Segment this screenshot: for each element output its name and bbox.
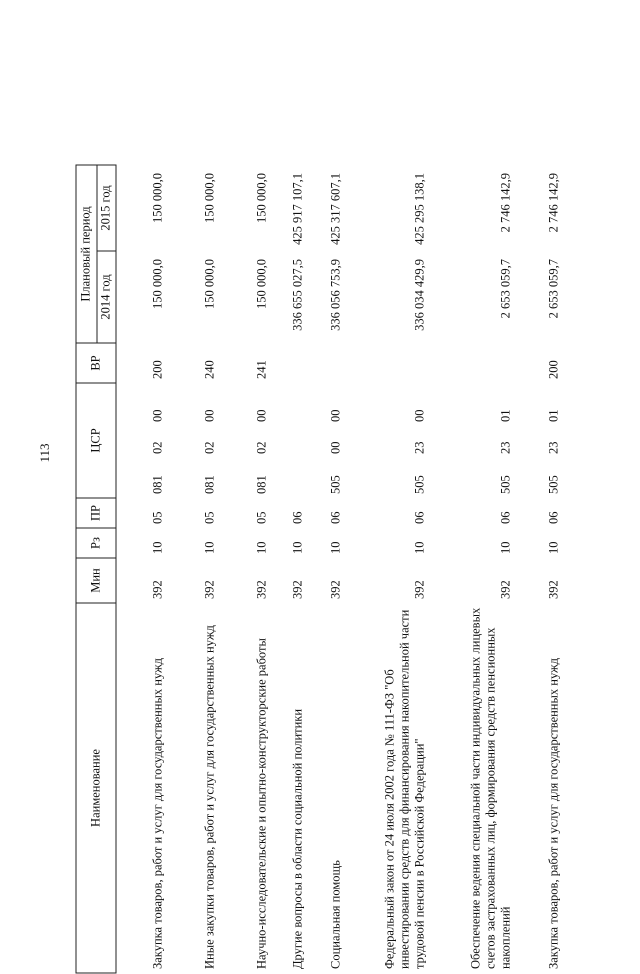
table-row: [116, 165, 166, 973]
row-rz: 10: [202, 541, 217, 554]
row-csr2: 00: [328, 441, 343, 454]
row-csr2: 23: [498, 441, 513, 454]
row-csr3: 00: [254, 409, 269, 422]
row-pr: 06: [290, 511, 305, 524]
row-name: Обеспечение ведения специальной части индивидуальных лицевых счетов застрахованных лиц, формирования средств пенсионных накоплений: [468, 607, 513, 969]
row-pr: 06: [546, 511, 561, 524]
row-csr2: 23: [412, 441, 427, 454]
header-rz: Рз: [76, 528, 116, 558]
row-rz: 10: [328, 541, 343, 554]
row-csr1: 081: [254, 475, 269, 494]
row-csr3: 01: [498, 409, 513, 422]
row-name: Закупка товаров, работ и услуг для государственных нужд: [150, 657, 165, 969]
row-rz: 10: [412, 541, 427, 554]
table-row: [344, 165, 428, 973]
row-2014: 336 056 753,9: [328, 259, 343, 331]
row-min: 392: [290, 580, 305, 599]
row-2015: 425 295 138,1: [412, 172, 427, 245]
row-min: 392: [254, 580, 269, 599]
page-number: 113: [37, 443, 52, 463]
row-pr: 05: [254, 511, 269, 524]
row-csr1: 505: [328, 475, 343, 494]
row-vr: [428, 343, 514, 383]
row-2014: 2 653 059,7: [546, 259, 561, 319]
header-2014: 2014 год: [97, 251, 116, 343]
row-csr2: 23: [546, 441, 561, 454]
row-2014: 150 000,0: [202, 259, 217, 309]
row-name: Социальная помощь: [328, 860, 343, 969]
row-rz: 10: [254, 541, 269, 554]
rotated-table-container: [76, 166, 581, 974]
row-min: 392: [328, 580, 343, 599]
header-name: Наименование: [76, 603, 116, 973]
row-csr: [428, 383, 514, 498]
row-2014: 150 000,0: [150, 259, 165, 309]
row-min: 392: [202, 580, 217, 599]
row-csr1: 505: [412, 475, 427, 494]
header-pr: ПР: [76, 498, 116, 528]
header-csr: ЦСР: [76, 383, 116, 498]
row-min: 392: [412, 580, 427, 599]
table-row: [428, 165, 514, 973]
row-csr: [514, 383, 562, 498]
row-rz: 10: [150, 541, 165, 554]
row-csr1: 505: [546, 475, 561, 494]
budget-table: [76, 164, 563, 973]
table-row: [270, 165, 306, 973]
row-2014: 336 655 027,5: [290, 259, 305, 331]
row-vr: 241: [254, 360, 269, 379]
row-rz: 10: [498, 541, 513, 554]
row-csr2: 02: [254, 441, 269, 454]
row-2014: 150 000,0: [254, 259, 269, 309]
row-csr1: 081: [202, 475, 217, 494]
row-csr3: 00: [328, 409, 343, 422]
row-csr: [344, 383, 428, 498]
table-header: [76, 165, 116, 973]
row-name: Иные закупки товаров, работ и услуг для государственных нужд: [202, 625, 217, 969]
row-rz: 10: [546, 541, 561, 554]
table-row: [166, 165, 218, 973]
row-2015: 2 746 142,9: [546, 172, 561, 233]
row-name: Другие вопросы в области социальной политики: [290, 708, 305, 969]
row-pr: 06: [328, 511, 343, 524]
row-csr: [270, 383, 306, 498]
row-min: 392: [546, 580, 561, 599]
table-row: [218, 165, 270, 973]
row-csr3: 00: [202, 409, 217, 422]
row-vr: 240: [202, 360, 217, 379]
row-vr: [344, 343, 428, 383]
table-body: [116, 165, 562, 973]
row-pr: 05: [202, 511, 217, 524]
row-vr: [306, 343, 344, 383]
table-row: [306, 165, 344, 973]
row-2015: 150 000,0: [254, 172, 269, 223]
row-csr1: 081: [150, 475, 165, 494]
row-2015: 2 746 142,9: [498, 172, 513, 233]
row-rz: 10: [290, 541, 305, 554]
header-vr: ВР: [76, 343, 116, 383]
row-csr2: 02: [202, 441, 217, 454]
header-min: Мин: [76, 558, 116, 603]
row-2014: 2 653 059,7: [498, 259, 513, 319]
row-name: Закупка товаров, работ и услуг для государственных нужд: [546, 657, 561, 969]
row-vr: 200: [546, 360, 561, 379]
row-name: Федеральный закон от 24 июля 2002 года № 111-ФЗ "Об инвестировании средств для финансирования накопительной части трудовой пенсии в Российской Федерации": [382, 609, 427, 969]
row-csr2: 02: [150, 441, 165, 454]
row-csr3: 00: [412, 409, 427, 422]
row-min: 392: [498, 580, 513, 599]
row-2015: 425 917 107,1: [290, 172, 305, 245]
row-name: Научно-исследовательские и опытно-конструкторские работы: [254, 638, 269, 969]
row-csr3: 01: [546, 409, 561, 422]
row-min: 392: [150, 580, 165, 599]
row-vr: 200: [150, 360, 165, 379]
header-planned-period: Плановый период: [76, 165, 97, 343]
row-csr1: 505: [498, 475, 513, 494]
row-2015: 425 317 607,1: [328, 172, 343, 245]
row-csr: [166, 383, 218, 498]
row-csr: [116, 383, 166, 498]
row-pr: 06: [412, 511, 427, 524]
row-pr: 05: [150, 511, 165, 524]
row-vr: [270, 343, 306, 383]
row-pr: 06: [498, 511, 513, 524]
row-2014: 336 034 429,9: [412, 259, 427, 331]
header-2015: 2015 год: [97, 165, 116, 251]
row-2015: 150 000,0: [202, 172, 217, 223]
row-csr: [218, 383, 270, 498]
row-csr: [306, 383, 344, 498]
row-2015: 150 000,0: [150, 172, 165, 223]
table-row: [514, 165, 562, 973]
row-csr3: 00: [150, 409, 165, 422]
